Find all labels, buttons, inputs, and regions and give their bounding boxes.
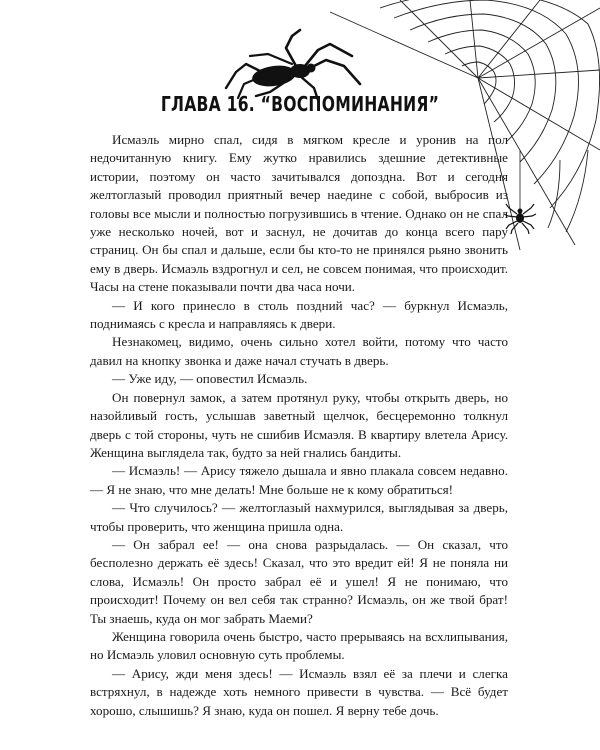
chapter-body <box>90 131 508 720</box>
hanging-spider <box>504 150 536 234</box>
paragraph: — Уже иду, — оповестил Исмаэль. <box>112 371 308 387</box>
paragraph: — Что случилось? — желтоглазый нахмурился, выглядывая за дверь, чтобы проверить, что женщина пришла одна. <box>90 500 508 534</box>
paragraph: — И кого принесло в столь поздний час? — буркнул Исмаэль, поднимаясь с кресла и направляясь к двери. <box>90 297 508 332</box>
paragraph: Он повернул замок, а затем протянул руку, чтобы открыть дверь, но назойливый гость, услышав заветный щелчок, бесцеремонно толкнул дверь с той стороны, чуть не сшибив Исмаэля. В квартиру влетела Арису. Женщина выглядела так, будто за ней гнались бандиты. <box>90 389 508 460</box>
spider-icon <box>226 30 360 100</box>
paragraph: Незнакомец, видимо, очень сильно хотел войти, потому что часто давил на кнопку звонка и даже начал стучать в дверь. <box>90 334 508 368</box>
chapter-title: ГЛАВА 16. “ВОСПОМИНАНИЯ” <box>160 92 440 116</box>
paragraph: — Арису, жди меня здесь! — Исмаэль взял её за плечи и слегка встряхнул, в надежде хоть немного привести в чувства. — Всё будет хорошо, слышишь? Я знаю, куда он пошел. Я верну тебе дочь. <box>90 665 508 718</box>
paragraph: Женщина говорила очень быстро, часто прерываясь на всхлипывания, но Исмаэль уловил основную суть проблемы. <box>90 628 508 663</box>
paragraph: — Он забрал ее! — она снова разрыдалась. — Он сказал, что бесполезно держать её здесь! Сказал, что это вредит ей! Я не поняла ни слова, Исмаэль! Он просто забрал её и ушел! Я не понимаю, что происходит! Почему он вел себя так странно? Исмаэль, он же твой брат! Ты знаешь, куда он мог забрать Маеми? <box>90 536 508 626</box>
paragraph: — Исмаэль! — Арису тяжело дышала и явно плакала совсем недавно. — Я не знаю, что мне делать! Мне больше не к кому обратиться! <box>90 463 508 497</box>
small-spider-icon <box>504 204 536 234</box>
paragraph: Исмаэль мирно спал, сидя в мягком кресле и уронив на пол недочитанную книгу. Ему жутко нравились здешние детективные истории, поэтому он часто зачитывался допоздна. Вот и сегодня желтоглазый проводил приятный вечер наедине с собой, выбросив из головы все мысли и полностью погрузившись в чтение. Однако он не спал уже несколько ночей, вот и заснул, не дочитав до конца всего пару страниц. Он бы спал и дальше, если бы кто-то не принялся рьяно звонить ему в дверь. Исмаэль вздрогнул и сел, не совсем понимая, что происходит. Часы на стене показывали почти два часа ночи. <box>90 132 508 295</box>
